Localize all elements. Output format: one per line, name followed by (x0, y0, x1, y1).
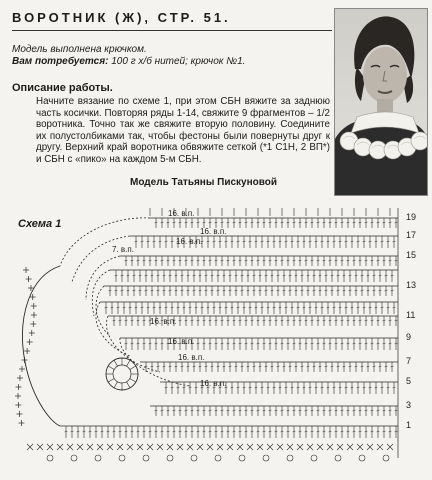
chart-lines (15, 208, 398, 461)
chart-stroke (167, 455, 173, 461)
materials-line (12, 56, 332, 68)
chart-stroke (71, 455, 77, 461)
model-photo (334, 8, 428, 196)
chain-label: 16. в.п. (176, 237, 203, 246)
chart-stroke (311, 455, 317, 461)
row-number: 9 (406, 332, 412, 342)
chart-stroke (130, 366, 136, 370)
description-text: Начните вязание по схеме 1, при этом СБН вяжите за заднюю часть косички. Повторяя ряды 1-14, свяжите 9 фрагментов – 1/2 воротника. Точно так же свяжите вторую половину. Соедините их полустолбиками так, чтобы фестоны были повернуты друг к другу. Верхний край воротника обвяжите сеткой (*1 С1Н, 2 ВП*) и СБН с «пико» на каждом 5-м СБН. (36, 96, 330, 165)
chart-stroke (113, 365, 131, 383)
chart-stroke (47, 455, 53, 461)
chart-stroke (119, 455, 125, 461)
chain-label: 7. в.п. (112, 245, 134, 254)
chart-stroke (215, 455, 221, 461)
chain-label: 16. в.п. (168, 209, 195, 218)
intro-line: Модель выполнена крючком. (12, 44, 147, 55)
materials-value: 100 г х/б нитей; крючок №1. (111, 56, 246, 67)
chart-stroke (359, 455, 365, 461)
description-heading: Описание работы. (12, 82, 113, 94)
intro-block (12, 44, 332, 68)
chart-stroke (263, 455, 269, 461)
row-number: 17 (406, 230, 417, 240)
chain-label: 16. в.п. (200, 379, 227, 388)
row-number: 19 (406, 212, 417, 222)
chain-label: 16. в.п. (200, 227, 227, 236)
chart-stroke (96, 286, 110, 336)
chart-stroke (23, 266, 61, 426)
row-number: 11 (406, 310, 416, 320)
chart-stroke (383, 455, 389, 461)
author-credit: Модель Татьяны Пискуновой (130, 177, 278, 188)
chart-stroke (72, 236, 130, 282)
chart-stroke (92, 270, 110, 316)
chart-stroke (130, 379, 136, 383)
chart-stroke (108, 379, 114, 383)
row-number: 3 (406, 400, 412, 410)
row-number: 15 (406, 250, 417, 260)
scheme-label: Схема 1 (18, 218, 62, 230)
chart-stroke (108, 366, 114, 370)
row-number: 7 (406, 356, 412, 366)
chain-label: 16. в.п. (168, 337, 195, 346)
chain-label: 16. в.п. (178, 353, 205, 362)
chart-stroke (96, 302, 130, 356)
row-number: 5 (406, 376, 412, 386)
crochet-chart (0, 196, 432, 480)
chart-stroke (86, 256, 120, 300)
chart-stroke (191, 455, 197, 461)
chart-stroke (143, 455, 149, 461)
row-number: 13 (406, 280, 417, 290)
chart-stroke (287, 455, 293, 461)
chart-stroke (127, 382, 131, 388)
materials-label: Вам потребуется: (12, 56, 109, 67)
row-numbers (406, 212, 416, 430)
chart-stroke (60, 218, 150, 266)
chart-stroke (127, 360, 131, 366)
row-number: 1 (406, 420, 412, 430)
chain-label: 16. в.п. (150, 317, 177, 326)
chart-stroke (114, 360, 118, 366)
page-title: ВОРОТНИК (Ж), СТР. 51. (12, 10, 332, 31)
chart-stroke (239, 455, 245, 461)
chart-stroke (335, 455, 341, 461)
model-photo-illustration (335, 9, 427, 195)
chart-stroke (114, 382, 118, 388)
chart-stroke (95, 455, 101, 461)
